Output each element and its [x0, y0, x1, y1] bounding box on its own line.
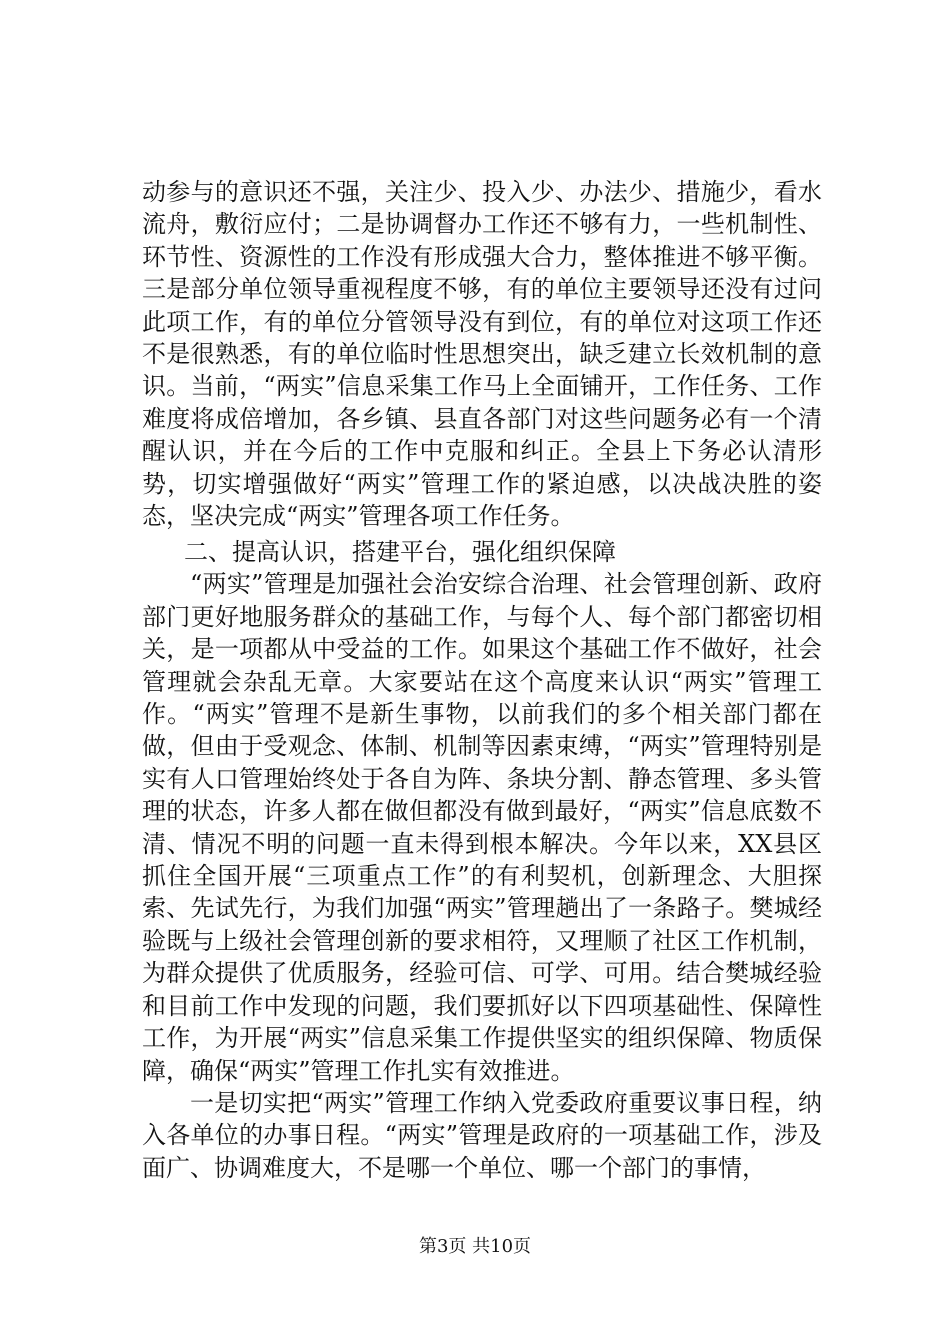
page-footer [0, 1236, 950, 1258]
paragraph-body: “两实”管理是加强社会治安综合治理、社会管理创新、政府部门更好地服务群众的基础工作，与每个人、每个部门都密切相关，是一项都从中受益的工作。如果这个基础工作不做好，社会管理就会杂乱无章。大家要站在这个高度来认识“两实”管理工作。“两实”管理不是新生事物，以前我们的多个相关部门都在做，但由于受观念、体制、机制等因素束缚，“两实”管理特别是实有人口管理始终处于各自为阵、条块分割、静态管理、多头管理的状态，许多人都在做但都没有做到最好，“两实”信息底数不清、情况不明的问题一直未得到根本解决。今年以来，XX县区抓住全国开展“三项重点工作”的有利契机，创新理念、大胆探索、先试先行，为我们加强“两实”管理趟出了一条路子。樊城经验既与上级社会管理创新的要求相符，又理顺了社区工作机制，为群众提供了优质服务，经验可信、可学、可用。结合樊城经验和目前工作中发现的问题，我们要抓好以下四项基础性、保障性工作，为开展“两实”信息采集工作提供坚实的组织保障、物质保障，确保“两实”管理工作扎实有效推进。 [142, 570, 822, 1085]
paragraph-continued: 动参与的意识还不强，关注少、投入少、办法少、措施少，看水流舟，敷衍应付；二是协调督办工作还不够有力，一些机制性、环节性、资源性的工作没有形成强大合力，整体推进不够平衡。三是部分单位领导重视程度不够，有的单位主要领导还没有过问此项工作，有的单位分管领导没有到位，有的单位对这项工作还不是很熟悉，有的单位临时性思想突出，缺乏建立长效机制的意识。当前，“两实”信息采集工作马上全面铺开，工作任务、工作难度将成倍增加，各乡镇、县直各部门对这些问题务必有一个清醒认识，并在今后的工作中克服和纠正。全县上下务必认清形势，切实增强做好“两实”管理工作的紧迫感，以决战决胜的姿态，坚决完成“两实”管理各项工作任务。 [142, 178, 822, 531]
text-block-lower [142, 536, 822, 1184]
page-number-label: 第3页 共10页 [418, 1236, 532, 1257]
paragraph-body: 一是切实把“两实”管理工作纳入党委政府重要议事日程，纳入各单位的办事日程。“两实”管理是政府的一项基础工作，涉及面广、协调难度大，不是哪一个单位、哪一个部门的事情， [142, 1088, 822, 1182]
text-block-upper [142, 176, 822, 532]
section-heading: 二、提高认识，搭建平台，强化组织保障 [184, 538, 616, 566]
